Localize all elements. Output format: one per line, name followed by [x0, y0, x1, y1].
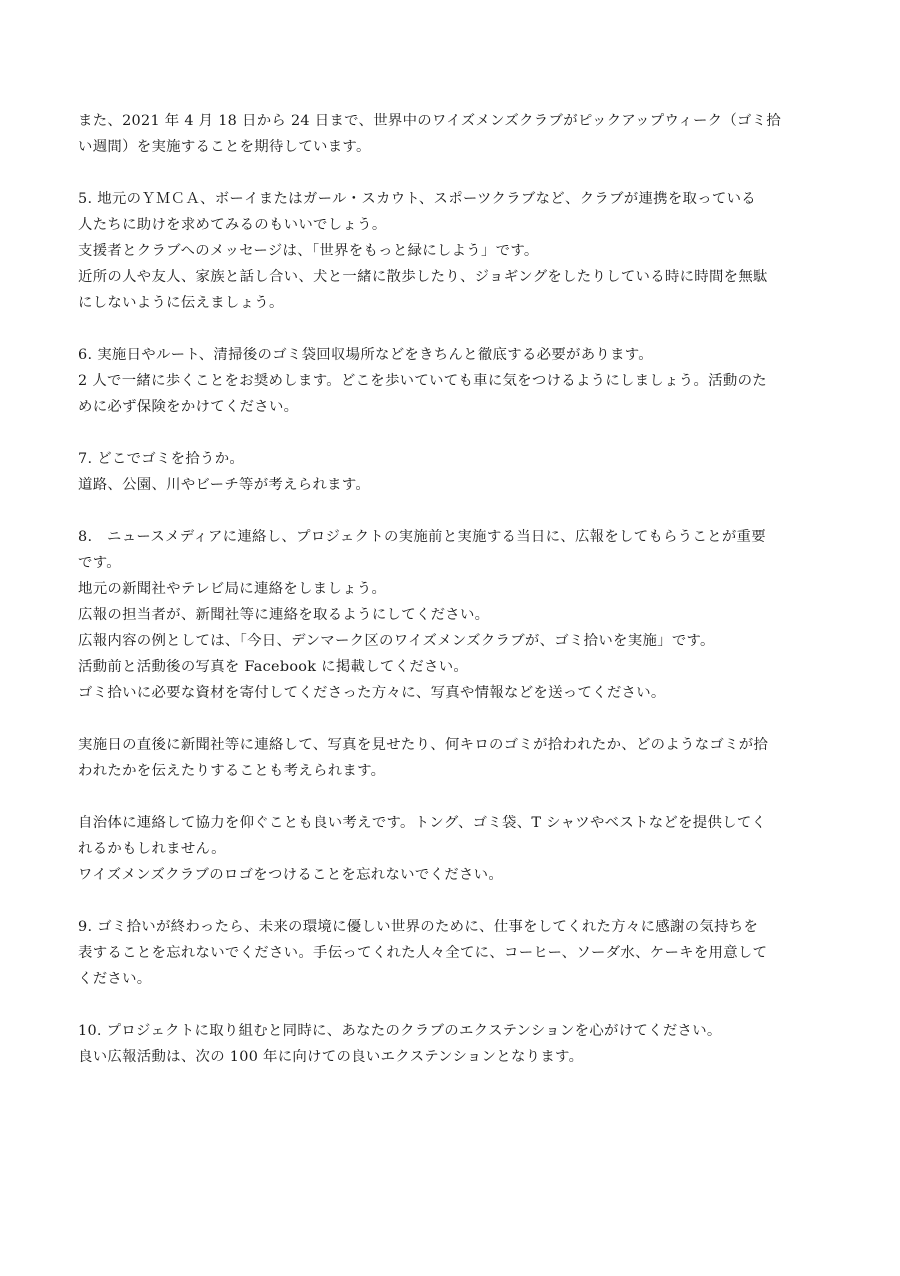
text-line: めに必ず保険をかけてください。 — [78, 399, 299, 415]
text-line: ください。 — [78, 971, 152, 987]
text-line: 活動前と活動後の写真を Facebook に掲載してください。 — [78, 659, 469, 675]
paragraph-item-5 — [78, 186, 822, 316]
text-line: ゴミ拾いに必要な資材を寄付してくださった方々に、写真や情報などを送ってください。 — [78, 685, 666, 701]
text-line: 支援者とクラブへのメッセージは、「世界をもっと緑にしよう」です。 — [78, 243, 539, 259]
text-line: 10. プロジェクトに取り組むと同時に、あなたのクラブのエクステンションを心がけてください。 — [78, 1023, 722, 1039]
text-line: 5. 地元のＹＭＣＡ、ボーイまたはガール・スカウト、スポーツクラブなど、クラブが連携を取っている — [78, 191, 756, 207]
text-line: 9. ゴミ拾いが終わったら、未来の環境に優しい世界のために、仕事をしてくれた方々に感謝の気持ちを — [78, 919, 759, 935]
text-line: 7. どこでゴミを拾うか。 — [78, 451, 245, 467]
text-line: 8. ニュースメディアに連絡し、プロジェクトの実施前と実施する当日に、広報をしてもらうことが重要 — [78, 529, 766, 545]
paragraph-item-10 — [78, 1018, 822, 1070]
text-line: 実施日の直後に新聞社等に連絡して、写真を見せたり、何キロのゴミが拾われたか、どのようなゴミが拾 — [78, 737, 769, 753]
paragraph-pickup-week — [78, 108, 822, 160]
paragraph-item-7 — [78, 446, 822, 498]
text-line: 広報の担当者が、新聞社等に連絡を取るようにしてください。 — [78, 607, 490, 623]
text-line: 道路、公園、川やビーチ等が考えられます。 — [78, 477, 371, 493]
text-line: 人たちに助けを求めてみるのもいいでしょう。 — [78, 217, 387, 233]
text-line: 広報内容の例としては、「今日、デンマーク区のワイズメンズクラブが、ゴミ拾いを実施」です。 — [78, 633, 715, 649]
paragraph-item-8 — [78, 524, 822, 706]
document-page — [78, 108, 822, 1096]
text-line: にしないように伝えましょう。 — [78, 295, 284, 311]
text-line: 2 人で一緒に歩くことをお奨めします。どこを歩いていても車に気をつけるようにしましょう。活動のた — [78, 373, 767, 389]
text-line: 自治体に連絡して協力を仰ぐことも良い考えです。トング、ゴミ袋、T シャツやベストなどを提供してく — [78, 815, 767, 831]
paragraph-municipality — [78, 810, 822, 888]
text-line: い週間）を実施することを期待しています。 — [78, 139, 371, 155]
text-line: われたかを伝えたりすることも考えられます。 — [78, 763, 386, 779]
text-line: れるかもしれません。 — [78, 841, 226, 857]
text-line: 良い広報活動は、次の 100 年に向けての良いエクステンションとなります。 — [78, 1049, 584, 1065]
text-line: 近所の人や友人、家族と話し合い、犬と一緒に散歩したり、ジョギングをしたりしている時に時間を無駄 — [78, 269, 768, 285]
text-line: また、2021 年 4 月 18 日から 24 日まで、世界中のワイズメンズクラブがピックアップウィーク（ゴミ拾 — [78, 113, 782, 129]
text-line: 表することを忘れないでください。手伝ってくれた人々全てに、コーヒー、ソーダ水、ケーキを用意して — [78, 945, 768, 961]
paragraph-after-event — [78, 732, 822, 784]
text-line: ワイズメンズクラブのロゴをつけることを忘れないでください。 — [78, 867, 504, 883]
text-line: 地元の新聞社やテレビ局に連絡をしましょう。 — [78, 581, 387, 597]
paragraph-item-6 — [78, 342, 822, 420]
text-line: 6. 実施日やルート、清掃後のゴミ袋回収場所などをきちんと徹底する必要があります。 — [78, 347, 654, 363]
paragraph-item-9 — [78, 914, 822, 992]
text-line: です。 — [78, 555, 121, 571]
